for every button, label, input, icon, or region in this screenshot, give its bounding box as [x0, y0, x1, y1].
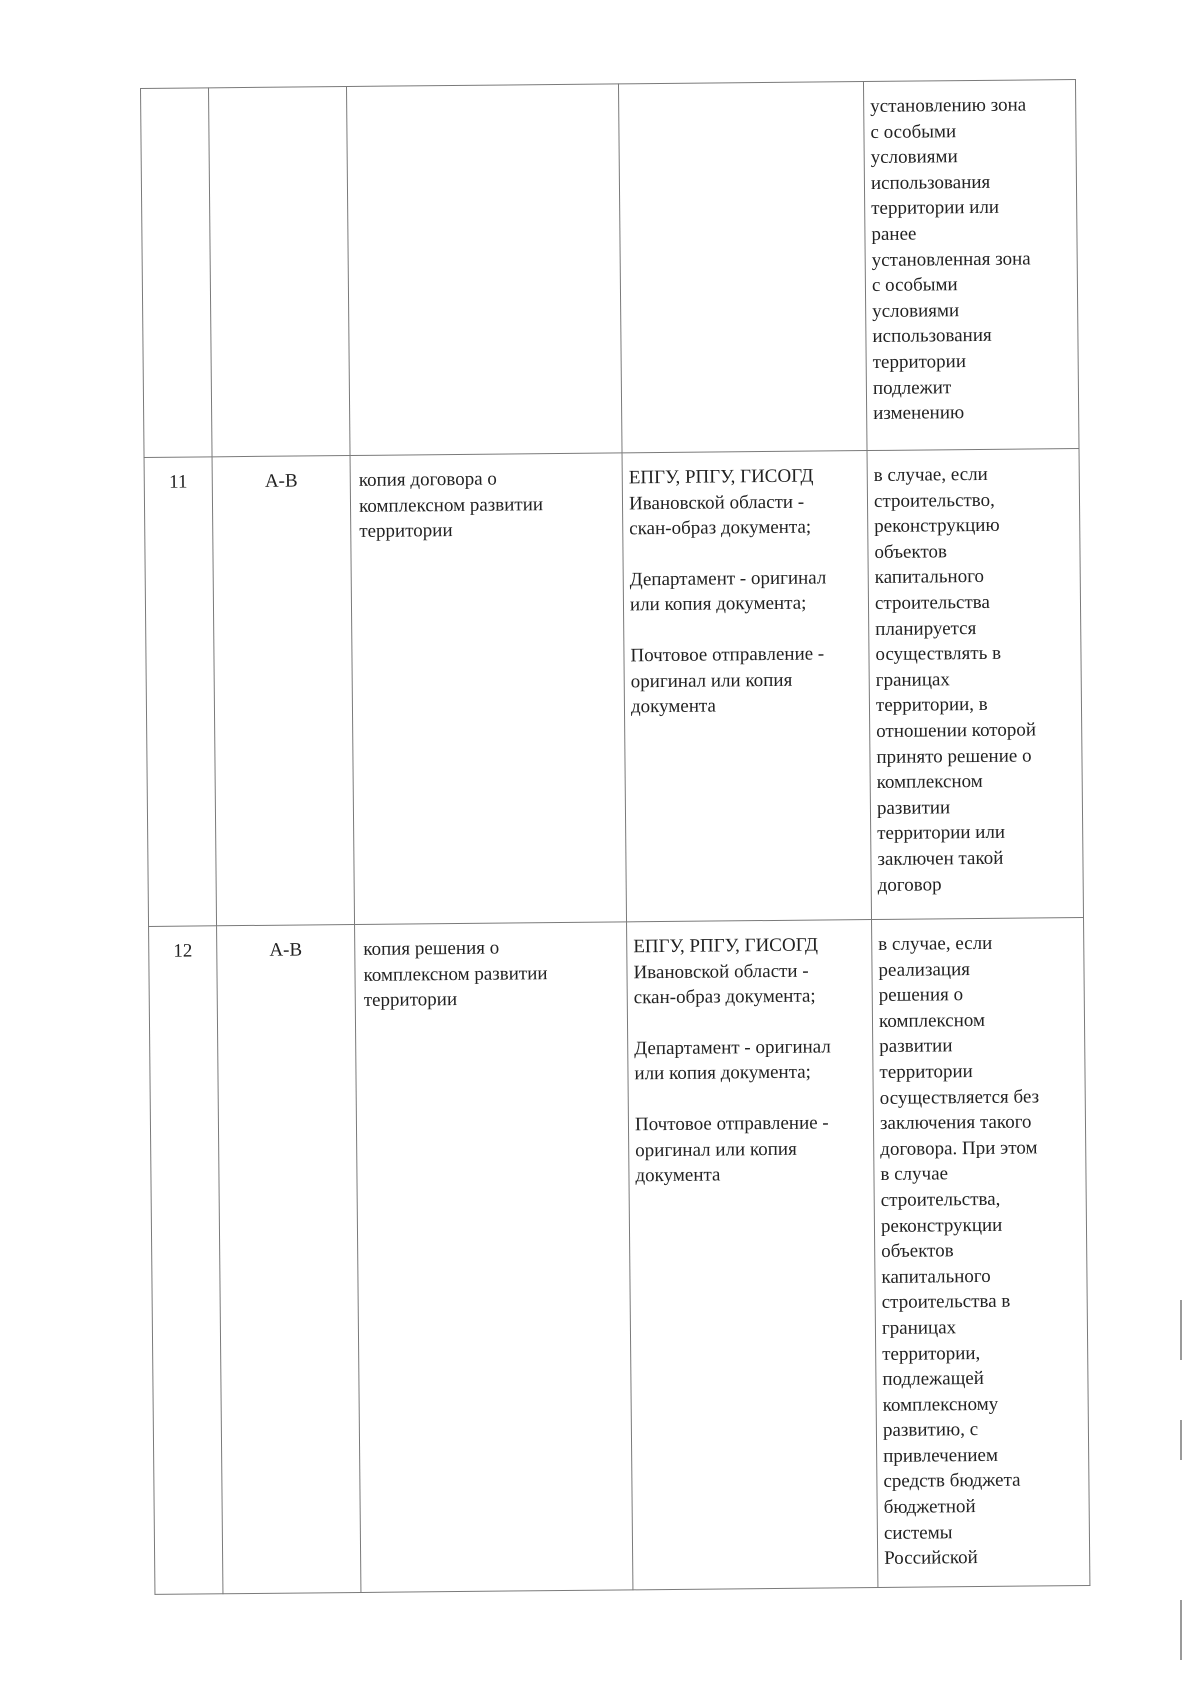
documents-table [140, 79, 1090, 1595]
scan-artifact [1180, 1300, 1182, 1360]
scan-artifact [1180, 1420, 1182, 1460]
row-number-cell [149, 926, 223, 1595]
document-name: копия решения о комплексном развитии территории [363, 937, 548, 1012]
source-item: Почтовое отправление - оригинал или копия документа [634, 1112, 829, 1187]
sources-cell [622, 451, 871, 922]
table-row [141, 80, 1079, 458]
sources-cell [618, 82, 867, 453]
document-cell [355, 922, 633, 1593]
source-item: ЕПГУ, РПГУ, ГИСОГД Ивановской области - скан-образ документа; [633, 934, 819, 1009]
row-number-cell [141, 88, 213, 458]
condition-cell [863, 80, 1079, 451]
code-cell [212, 456, 354, 926]
scan-artifact [1180, 1600, 1182, 1660]
document-cell [346, 84, 622, 456]
source-item: ЕПГУ, РПГУ, ГИСОГД Ивановской области - скан-образ документа; [628, 465, 814, 540]
condition-text: установлению зона с особыми условиями использования территории или ранее установленная зона с особыми условиями использования территории подлежит изменению [870, 94, 1031, 425]
condition-cell [872, 917, 1090, 1587]
document-name [355, 96, 610, 98]
condition-text: в случае, если строительство, реконструкцию объектов капитального строительства планируется осуществлять в границах территории, в отношении которой принято решение о комплексном развитии территории или заключен такой договор [873, 463, 1037, 896]
table-row [149, 917, 1090, 1594]
row-code: А-В [264, 470, 298, 492]
row-number-cell [144, 457, 216, 927]
condition-text: в случае, если реализация решения о комплексном развитии территории осуществляется без заключения такого договора. При этом в случае строительства, реконструкции объектов капитального строительства в границах территории, подлежащей комплексному развитию, с привлечением средств бюджета бюджетной системы Российской [878, 932, 1040, 1570]
code-cell [209, 87, 351, 457]
source-item: Департамент - оригинал или копия документа; [629, 567, 827, 616]
condition-cell [867, 449, 1083, 920]
document-name: копия договора о комплексном развитии территории [358, 468, 544, 543]
source-item: Департамент - оригинал или копия документа; [634, 1036, 831, 1085]
sources-cell [627, 920, 878, 1590]
row-number: 12 [173, 940, 193, 962]
row-number: 11 [169, 471, 188, 493]
table-row [144, 449, 1083, 927]
document-cell [350, 453, 626, 925]
source-item: Почтовое отправление - оригинал или копия документа [630, 643, 825, 718]
row-code: А-В [269, 939, 303, 961]
code-cell [217, 924, 361, 1593]
